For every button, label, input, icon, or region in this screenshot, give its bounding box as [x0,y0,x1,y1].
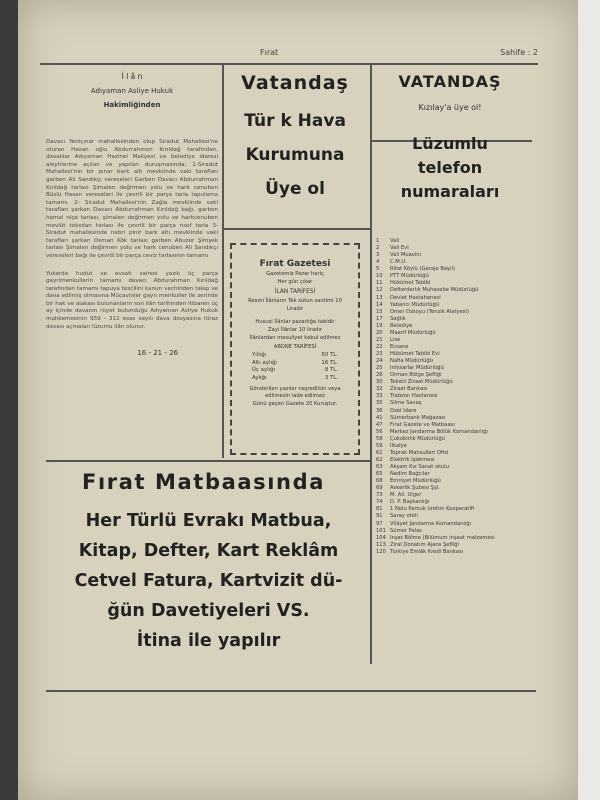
matbaa-line-4: ğün Davetiyeleri VS. [107,601,310,621]
phone-number: 25 [376,365,383,372]
abone-heading: ABONE TARİFESİ [273,343,317,350]
tarife-line-6: Hususi İlânlar pazarlığa tabidir [255,318,335,325]
phone-entry [376,379,526,386]
phone-entry-name: Sağlık [390,315,406,322]
phone-entry [376,528,526,535]
phone-entry [376,400,526,407]
phone-entry-name: Ömer Özsoyu (Tenzik Atelyesi) [390,308,469,315]
phone-number: 10 [376,273,383,280]
matbaa-title: Fırat Matbaasında [82,470,325,494]
phone-entry-name: Özel İdare [390,407,417,414]
phone-entry [376,266,526,273]
phone-number: 91 [376,513,383,520]
ilan-date: 16 - 21 - 26 [137,349,178,358]
phone-entry-name: Lise [390,336,401,343]
phone-entry [376,386,526,393]
matbaa-bottom-rule [46,690,536,692]
abone-row [238,352,352,360]
matbaa-line-3: Cetvel Fatura, Kartvizit dü- [74,571,343,591]
phone-number: 2 [376,245,380,252]
phone-number: 23 [376,351,383,357]
kizilay-vatandas: VATANDAŞ [398,72,502,91]
phone-number: 74 [376,499,383,506]
phone-number: 13 [376,294,383,301]
phone-number: 11 [376,280,383,287]
phone-number: 63 [376,464,383,470]
phone-entry [376,330,526,337]
phone-entry [376,549,526,556]
phone-entry [376,521,526,528]
column-rule-left [222,64,224,458]
phone-entry-name: Rifat Köylü (Garaje Bayii) [390,266,456,273]
phone-entry-name: Saray oteli [390,513,418,520]
phone-entry-name: Yabancı Müdürlüğü [390,301,440,308]
phone-entry [376,422,526,429]
abone-period: Yıllığı [252,352,267,359]
phone-list [376,238,526,556]
matbaa-top-rule [46,460,371,462]
phone-number: 15 [376,308,383,315]
tarife-line-2: Her gün çıkar [277,279,313,286]
phone-entry [376,245,526,252]
phone-entry-name: İlkalye [390,442,407,449]
phone-entry-name: Silme Savaş [390,400,422,407]
phone-entry-name: Sümer Palas [390,527,423,534]
phone-number: 97 [376,520,383,527]
phone-entry [376,492,526,499]
abone-price: 50 TL. [321,352,338,359]
phone-entry [376,280,526,287]
phone-number: 24 [376,358,383,365]
tarife-line-10: Gönderilen yazılar neşredilsin veya edilmesin iade edilmez [249,386,341,399]
phone-entry-name: Defterdarlık Muhasebe Müdürlüğü [390,287,479,294]
phone-number: 32 [376,386,383,393]
phone-entry [376,309,526,316]
top-rule [40,63,538,65]
tarife-title: Fırat Gazetesi [259,259,331,269]
phone-number: 73 [376,492,383,499]
hava-line-2: Kurumuna [245,145,345,165]
phone-number: 35 [376,400,383,407]
phone-entry-name: Vali Evi [390,245,409,252]
phone-entry [376,499,526,506]
phone-entry-name: Nafia Müdürlüğü [390,358,433,365]
tarife-line-11: Günü geçen Gazete 20 Kuruştur. [252,401,338,408]
phone-entry [376,513,526,520]
ilan-body [46,139,218,331]
phone-entry-name: Akşam Kız Sanat okulu [390,464,450,470]
phone-entry [376,372,526,379]
phone-entry-name: C.M.U. [390,259,407,266]
hava-kurumu-ad [225,72,365,202]
phone-entry-name: Tekstil Ziraat Müdürlüğü [390,379,453,386]
phone-entry-name: Çukobirlik Müdürlüğü [390,435,446,442]
phone-entry [376,238,526,245]
phone-number: 41 [376,414,383,421]
kizilay-ad [375,72,525,202]
phones-heading-1: Lüzumlu [412,134,488,153]
phone-entry-name: M. Ali. Ülger [390,492,422,499]
ilan-heading: İ l â n [121,72,143,81]
phone-number: 61 [376,449,383,456]
running-head-paper: Fırat [260,48,279,57]
phone-entry [376,337,526,344]
matbaa-ad [46,470,371,654]
phone-entry [376,393,526,400]
phone-entry [376,535,526,542]
abone-price: 3 TL. [324,374,338,381]
phone-entry-name: Hükümet Tabibi Evi [390,351,440,357]
phone-entry-name: Orman Bölge Şefliği [390,372,442,379]
phone-entry-name: 1 Nolu Pamuk üretim Kooperatifi [390,506,475,513]
phone-number: 26 [376,372,383,379]
phone-entry-name: Merkez Jandarma Bölük Komandanlığı [390,428,488,435]
phone-entry [376,323,526,330]
matbaa-line-5: İtina ile yapılır [136,631,281,651]
abone-row [238,367,352,375]
phone-entry [376,252,526,259]
phone-number: 3 [376,252,380,259]
phone-number: 59 [376,442,383,449]
phone-number: 62 [376,456,383,463]
phone-entry-name: Vilâyet Jandarma Komandanlığı [390,520,472,527]
phone-entry [376,436,526,443]
phone-number: 22 [376,343,383,350]
phone-number: 19 [376,322,383,329]
phone-entry [376,506,526,513]
phone-entry-name: Elektrik İşletmesi [390,456,435,463]
ilan-court: Adıyaman Asliye Hukuk [90,87,174,95]
matbaa-line-2: Kitap, Defter, Kart Reklâm [78,541,339,561]
phone-number: 1 [376,238,380,244]
phone-entry-name: Nedim Bağcılar [390,471,430,478]
phone-entry [376,485,526,492]
phone-number: 30 [376,379,383,386]
phone-number: 56 [376,428,383,435]
phone-entry-name: Ecsane [390,343,409,350]
phone-entry-name: Ziraî Donatım Ajans Şefliği [390,541,459,548]
phone-entry [376,464,526,471]
phone-number: 104 [376,534,386,541]
phone-number: 12 [376,287,383,294]
phone-entry-name: Vali [390,238,400,244]
abone-period: Altı aylığı [252,359,277,366]
hava-line-1: Tür k Hava [244,111,346,131]
phone-number: 17 [376,315,383,322]
abone-row [238,375,352,383]
phone-entry-name: D. P. Başkanlığı [390,499,430,506]
phone-number: 120 [376,548,386,555]
phone-entry-name: Vali Muavini [390,252,422,259]
phone-number: 69 [376,485,383,492]
tarife-line-1: Gazetemiz Pazar hariç [266,271,324,277]
phone-entry [376,478,526,485]
abone-price: 16 TL. [321,359,338,366]
phone-entry-name: Maarif Müdürlüğü [390,329,436,336]
phone-entry [376,295,526,302]
phone-entry-name: İnşat Bölme (Bilümum inşaat malzemesi [390,534,495,541]
phone-number: 20 [376,329,383,336]
ilan-tarifesi-box [230,243,360,455]
hava-line-3: Üye ol [265,179,325,199]
phone-entry-name: Sümerbank Mağazası [390,414,446,421]
ilan-paragraph-1: Davacı Yeniçınar mahallesinden olup Siradut Mahallesi'ne oturan Hasan oğlu Abdurrahmon Kırıldağ tarafından, davalılar Adıyaman Hazinei Maliyesi ve belediye idaresi aleyhlerine açılan ve yapılan duruşmasında; 1-Siradut Mahallesi'nin bir pınar bark altı mevkiinde vaki tarafları garben Ali Sandıkçı vereseleri Garben Davacı Abdurrahman Kırıldağ tarlası Şimalen değirmen yolu ve hark cenuben Büslü Hasan vereseleri ile çevrili bir parça tarla tapulama tamamı, 2- Siradut Mahallesi'nin Zağla mevkiinde vaki tarafları şarkan Davacı Abdurrahman Kırıldağ bağı, garben hamal niçe tarlası, şimalen değirmen yolu ve harkcenuben mevlüt toksdan tarlası ile çevrili bir parça nısıf tarla 3- Siradut mahallesinde nebri pinir bark altı mevkiinde vaki tarafları şarkan Osman Kök tarlası garben Abuzer Şimşek tarlası Şimalen değirmen yolu ve hark cenuben Ali Sandıkçı vereseleri bağı ile çevrili bir parça ceviz tarlasının tamamı [46,139,218,259]
phone-entry [376,316,526,323]
tarife-line-8: İlânlardan mesuliyet kabul edilmez [249,335,341,342]
phone-entry [376,365,526,372]
ilan-court-2: Hakimliğinden [103,101,161,109]
phone-number: 101 [376,527,386,534]
phone-entry [376,302,526,309]
phone-number: 21 [376,336,383,343]
phone-entry [376,344,526,351]
phone-number: 4 [376,259,380,266]
hava-vatandas: Vatandaş [241,72,349,94]
phone-number: 36 [376,407,383,414]
kizilay-text: Kızılay'a üye ol! [418,103,482,112]
phone-entry [376,358,526,365]
phones-heading-3: numaraları [400,182,500,201]
phone-entry-name: Toprak Mahsulleri Ofisi [390,449,449,456]
phone-number: 81 [376,506,383,513]
phone-entry-name: Emniyet Müdürlüğü [390,478,441,485]
phone-entry [376,542,526,549]
phone-number: 68 [376,478,383,485]
tarife-line-4: Resmi İlânların Tek sütun santimi 10 [248,297,342,304]
matbaa-line-1: Her Türlü Evrakı Matbua, [85,511,332,531]
phone-entry-name: İnhisarlar Müdürlüğü [390,365,444,372]
abone-period: Üç aylığı [252,367,276,374]
phone-entry [376,273,526,280]
phone-number: 5 [376,266,380,273]
running-head [30,48,578,62]
phone-number: 47 [376,421,383,428]
tarife-heading: İLAN TARİFESİ [274,288,316,295]
phone-entry-name: Türkiye Emlâk Kredi Bankası [390,548,464,555]
ilan-column [46,70,218,357]
phone-entry-name: Askerlik Şubesi Şşi. [390,485,440,492]
ilan-paragraph-2: Yukarda hudut ve evsafı sairesi yazılı üç parça gayrimenkullerin tamamı davacı Abdurahman Kırıldağ tarafından tamamı tapuya tescilini kanun vechinden talep ve dava edilmiş olmasına Mücavinler gayrı menkuller ile zerinde bir hak ve alakası bulunanların son ilân tarihinden itibaren üç ay içinde davanın rüyet bulunduğu Adıyaman Asliye Hukuk mahkemesinin 959 - 312 esas sayılı dava dosyasına itiraz davası açmaları lüzumu ilân olunur. [46,270,218,330]
phone-entry [376,443,526,450]
phone-entry-name: PTT Müdürlüğü [390,273,429,280]
phone-entry-name: Trabzon Hastanesi [390,393,438,400]
phone-entry [376,429,526,436]
phone-entry [376,415,526,422]
tarife-line-5: Liradır [286,306,304,313]
phone-entry-name: Fırat Gazete ve Matbaası [390,421,455,428]
phone-entry-name: Hükümet Tabibi [390,280,431,287]
abone-price: 8 TL. [324,367,338,374]
abone-period: Aylığı [252,374,267,381]
phones-heading-2: telefon [417,158,483,177]
phone-number: 65 [376,471,383,478]
phone-number: 14 [376,301,383,308]
tarife-line-7: Zayi İlânlar 10 liradır [267,327,323,334]
phone-number: 58 [376,435,383,442]
phone-entry [376,351,526,358]
phone-entry-name: Belediye [390,322,413,329]
running-head-page: Sahife : 2 [500,48,538,57]
hava-rule [224,228,370,230]
phone-entry [376,287,526,294]
phone-number: 33 [376,393,383,400]
phone-entry [376,457,526,464]
phone-entry [376,450,526,457]
phone-entry [376,259,526,266]
phone-number: 113 [376,541,386,548]
phone-entry [376,471,526,478]
phone-entry [376,408,526,415]
phone-entry-name: Devlet Hastahanesi [390,294,441,301]
phone-entry-name: Ziraat Bankası [390,386,428,393]
